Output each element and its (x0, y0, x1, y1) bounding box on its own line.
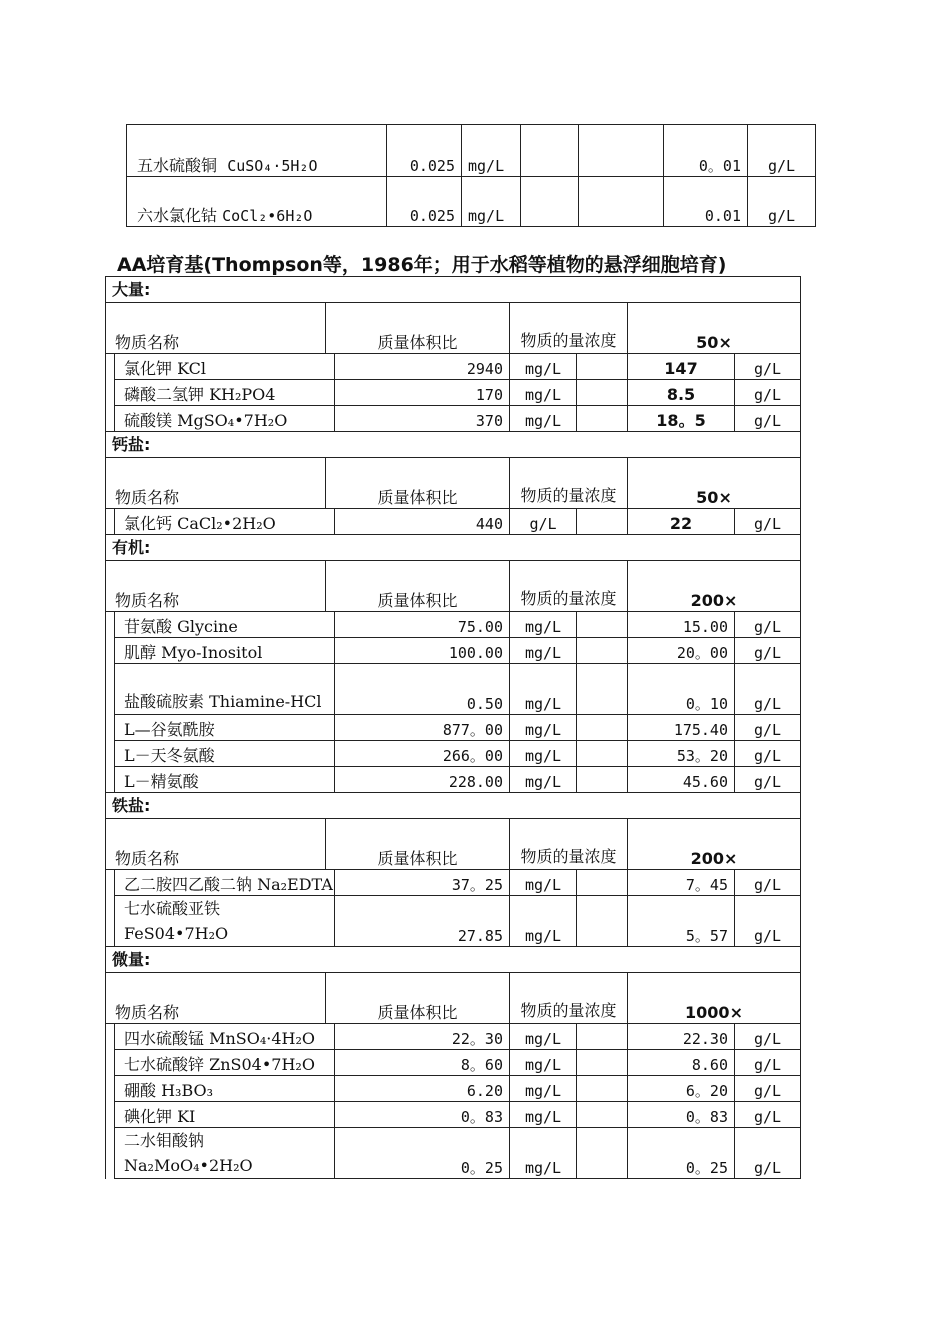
stock-unit: g/L (748, 125, 816, 177)
table-row (106, 638, 801, 664)
header-molar: 物质的量浓度 (510, 303, 628, 354)
mass-value: 100.00 (335, 638, 510, 664)
mass-value: 37。25 (335, 870, 510, 896)
stock-unit: g/L (735, 1128, 801, 1179)
stock-unit: g/L (735, 870, 801, 896)
header-name: 物质名称 (106, 973, 326, 1024)
unit: mg/L (510, 896, 577, 947)
table-row (106, 406, 801, 432)
table-row (106, 612, 801, 638)
stock-value: 15.00 (628, 612, 735, 638)
section-row-calcium (106, 432, 801, 458)
section-row-organic (106, 535, 801, 561)
mass-value: 27.85 (335, 896, 510, 947)
section-label: 铁盐: (106, 793, 801, 819)
substance-name: 盐酸硫胺素 Thiamine-HCl (115, 664, 335, 715)
header-mass: 质量体积比 (326, 973, 510, 1024)
substance-name: 五水硫酸铜 CuSO₄·5H₂O (127, 125, 387, 177)
header-mass: 质量体积比 (326, 458, 510, 509)
stock-unit: g/L (735, 1024, 801, 1050)
mass-value: 228.00 (335, 767, 510, 793)
stock-value: 6。20 (628, 1076, 735, 1102)
stock-value: 45.60 (628, 767, 735, 793)
section-row-macro (106, 277, 801, 303)
stock-unit: g/L (735, 406, 801, 432)
unit: mg/L (462, 125, 521, 177)
header-mass: 质量体积比 (326, 819, 510, 870)
stock-unit: g/L (735, 1102, 801, 1128)
unit: mg/L (510, 741, 577, 767)
page-title: AA培育基(Thompson等，1986年；用于水稻等植物的悬浮细胞培育) (117, 254, 727, 276)
unit: mg/L (510, 767, 577, 793)
stock-unit: g/L (735, 1050, 801, 1076)
stock-value: 7。45 (628, 870, 735, 896)
unit: g/L (510, 509, 577, 535)
mass-value: 8。60 (335, 1050, 510, 1076)
table-row (106, 741, 801, 767)
substance-name: 二水钼酸钠 Na₂MoO₄•2H₂O (115, 1128, 335, 1179)
section-label: 有机: (106, 535, 801, 561)
mass-value: 0.50 (335, 664, 510, 715)
substance-name: 肌醇 Myo-Inositol (115, 638, 335, 664)
stock-unit: g/L (748, 177, 816, 227)
mass-value: 370 (335, 406, 510, 432)
substance-name: 硫酸镁 MgSO₄•7H₂O (115, 406, 335, 432)
table-row (106, 767, 801, 793)
header-row (106, 819, 801, 870)
header-mass: 质量体积比 (326, 561, 510, 612)
mass-value: 266。00 (335, 741, 510, 767)
mass-value: 170 (335, 380, 510, 406)
header-factor: 50× (628, 303, 801, 354)
substance-name: L—谷氨酰胺 (115, 715, 335, 741)
substance-name: 苷氨酸 Glycine (115, 612, 335, 638)
header-factor: 200× (628, 819, 801, 870)
stock-value: 5。57 (628, 896, 735, 947)
header-row (106, 973, 801, 1024)
stock-value: 0。25 (628, 1128, 735, 1179)
unit: mg/L (510, 612, 577, 638)
unit: mg/L (510, 380, 577, 406)
header-factor: 200× (628, 561, 801, 612)
table-row (106, 380, 801, 406)
stock-unit: g/L (735, 1076, 801, 1102)
header-row (106, 561, 801, 612)
substance-name: 六水氯化钴 CoCl₂•6H₂O (127, 177, 387, 227)
header-molar: 物质的量浓度 (510, 561, 628, 612)
table-row (127, 177, 816, 227)
header-name: 物质名称 (106, 819, 326, 870)
header-name: 物质名称 (106, 561, 326, 612)
stock-value: 20。00 (628, 638, 735, 664)
stock-unit: g/L (735, 638, 801, 664)
stock-value: 8.60 (628, 1050, 735, 1076)
header-name: 物质名称 (106, 303, 326, 354)
stock-unit: g/L (735, 354, 801, 380)
header-row (106, 303, 801, 354)
mass-value: 6.20 (335, 1076, 510, 1102)
stock-value: 22 (628, 509, 735, 535)
substance-name: 碘化钾 KI (115, 1102, 335, 1128)
substance-name: 七水硫酸锌 ZnS04•7H₂O (115, 1050, 335, 1076)
mass-value: 22。30 (335, 1024, 510, 1050)
stock-unit: g/L (735, 612, 801, 638)
stock-value: 18。5 (628, 406, 735, 432)
unit: mg/L (510, 1102, 577, 1128)
header-molar: 物质的量浓度 (510, 973, 628, 1024)
stock-unit: g/L (735, 664, 801, 715)
substance-name: 磷酸二氢钾 KH₂PO4 (115, 380, 335, 406)
substance-name: 氯化钙 CaCl₂•2H₂O (115, 509, 335, 535)
stock-unit: g/L (735, 896, 801, 947)
mass-value: 0。83 (335, 1102, 510, 1128)
mass-value: 2940 (335, 354, 510, 380)
unit: mg/L (510, 715, 577, 741)
mass-value: 75.00 (335, 612, 510, 638)
unit: mg/L (510, 406, 577, 432)
substance-name: L－精氨酸 (115, 767, 335, 793)
mass-value: 440 (335, 509, 510, 535)
substance-name: 乙二胺四乙酸二钠 Na₂EDTA (115, 870, 335, 896)
table-row (106, 664, 801, 715)
header-name: 物质名称 (106, 458, 326, 509)
unit: mg/L (462, 177, 521, 227)
stock-value: 22.30 (628, 1024, 735, 1050)
stock-unit: g/L (735, 715, 801, 741)
stock-value: 0。10 (628, 664, 735, 715)
table-row (106, 1102, 801, 1128)
stock-value: 147 (628, 354, 735, 380)
section-row-iron (106, 793, 801, 819)
table-row (106, 896, 801, 947)
unit: mg/L (510, 354, 577, 380)
section-row-micro (106, 947, 801, 973)
header-molar: 物质的量浓度 (510, 819, 628, 870)
table-row (106, 354, 801, 380)
stock-value: 8.5 (628, 380, 735, 406)
substance-name: L－天冬氨酸 (115, 741, 335, 767)
unit: mg/L (510, 1128, 577, 1179)
unit: mg/L (510, 1050, 577, 1076)
unit: mg/L (510, 664, 577, 715)
section-label: 大量: (106, 277, 801, 303)
unit: mg/L (510, 870, 577, 896)
table-row (106, 1024, 801, 1050)
table-row (106, 1128, 801, 1179)
header-mass: 质量体积比 (326, 303, 510, 354)
top-table (126, 124, 816, 227)
mass-value: 0.025 (387, 177, 462, 227)
mass-value: 0.025 (387, 125, 462, 177)
substance-name: 四水硫酸锰 MnSO₄·4H₂O (115, 1024, 335, 1050)
substance-name: 硼酸 H₃BO₃ (115, 1076, 335, 1102)
header-row (106, 458, 801, 509)
table-row (127, 125, 816, 177)
header-factor: 1000× (628, 973, 801, 1024)
stock-value: 175.40 (628, 715, 735, 741)
unit: mg/L (510, 1076, 577, 1102)
stock-unit: g/L (735, 509, 801, 535)
unit: mg/L (510, 1024, 577, 1050)
header-molar: 物质的量浓度 (510, 458, 628, 509)
table-row (106, 1076, 801, 1102)
stock-value: 0。83 (628, 1102, 735, 1128)
header-factor: 50× (628, 458, 801, 509)
stock-unit: g/L (735, 767, 801, 793)
medium-table (105, 276, 801, 1179)
substance-name: 七水硫酸亚铁 FeS04•7H₂O (115, 896, 335, 947)
unit: mg/L (510, 638, 577, 664)
stock-value: 0。01 (664, 125, 748, 177)
table-row (106, 715, 801, 741)
table-row (106, 870, 801, 896)
stock-value: 0.01 (664, 177, 748, 227)
stock-unit: g/L (735, 380, 801, 406)
section-label: 钙盐: (106, 432, 801, 458)
mass-value: 877。00 (335, 715, 510, 741)
table-row (106, 1050, 801, 1076)
substance-name: 氯化钾 KCl (115, 354, 335, 380)
stock-value: 53。20 (628, 741, 735, 767)
stock-unit: g/L (735, 741, 801, 767)
section-label: 微量: (106, 947, 801, 973)
mass-value: 0。25 (335, 1128, 510, 1179)
table-row (106, 509, 801, 535)
